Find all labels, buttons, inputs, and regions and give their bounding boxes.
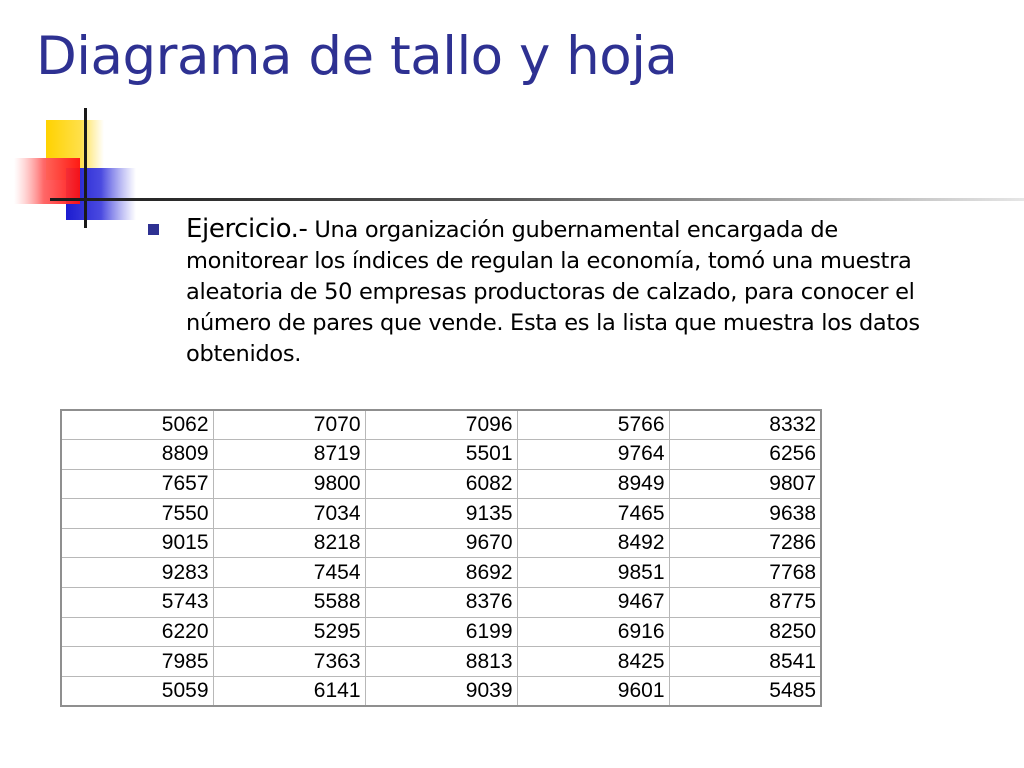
table-cell: 9015 — [61, 528, 213, 558]
table-cell: 8775 — [669, 588, 821, 618]
table-cell: 7034 — [213, 499, 365, 529]
table-cell: 7985 — [61, 647, 213, 677]
exercise-lead: Ejercicio.- — [186, 214, 308, 244]
table-cell: 8541 — [669, 647, 821, 677]
table-cell: 8809 — [61, 440, 213, 470]
exercise-paragraph — [186, 214, 948, 370]
table-cell: 5295 — [213, 617, 365, 647]
table-cell: 7550 — [61, 499, 213, 529]
table-cell: 5501 — [365, 440, 517, 470]
table-cell: 6082 — [365, 469, 517, 499]
table-row — [61, 528, 821, 558]
table-cell: 7070 — [213, 410, 365, 440]
table-cell: 8425 — [517, 647, 669, 677]
table-cell: 8949 — [517, 469, 669, 499]
table-cell: 9601 — [517, 676, 669, 706]
table-cell: 5743 — [61, 588, 213, 618]
table-cell: 9807 — [669, 469, 821, 499]
table-cell: 7363 — [213, 647, 365, 677]
table-cell: 6141 — [213, 676, 365, 706]
table-cell: 8332 — [669, 410, 821, 440]
table-cell: 9800 — [213, 469, 365, 499]
table-row — [61, 647, 821, 677]
table-cell: 9638 — [669, 499, 821, 529]
table-cell: 9467 — [517, 588, 669, 618]
table-cell: 7657 — [61, 469, 213, 499]
data-table — [60, 409, 822, 707]
table-row — [61, 588, 821, 618]
table-cell: 9670 — [365, 528, 517, 558]
horizontal-rule-shape — [50, 198, 1024, 201]
table-cell: 8692 — [365, 558, 517, 588]
table-cell: 7768 — [669, 558, 821, 588]
table-cell: 5062 — [61, 410, 213, 440]
table-cell: 5485 — [669, 676, 821, 706]
table-cell: 8250 — [669, 617, 821, 647]
table-cell: 9039 — [365, 676, 517, 706]
table-cell: 9764 — [517, 440, 669, 470]
data-table-body — [61, 410, 821, 706]
table-row — [61, 617, 821, 647]
table-cell: 8492 — [517, 528, 669, 558]
table-cell: 9135 — [365, 499, 517, 529]
table-row — [61, 676, 821, 706]
exercise-text: Una organización gubernamental encargada de monitorear los índices de regulan la economía, tomó una muestra aleatoria de 50 empresas productoras de calzado, para conocer el número de pares que vende. Esta es la lista que muestra los datos obtenidos. — [186, 217, 920, 367]
table-row — [61, 410, 821, 440]
slide-title: Diagrama de tallo y hoja — [36, 26, 678, 87]
red-square-shape — [14, 158, 80, 204]
table-row — [61, 499, 821, 529]
table-cell: 5766 — [517, 410, 669, 440]
table-cell: 7454 — [213, 558, 365, 588]
table-cell: 7096 — [365, 410, 517, 440]
table-cell: 8813 — [365, 647, 517, 677]
table-cell: 9851 — [517, 558, 669, 588]
table-row — [61, 469, 821, 499]
table-cell: 9283 — [61, 558, 213, 588]
table-row — [61, 440, 821, 470]
table-cell: 5059 — [61, 676, 213, 706]
table-cell: 8719 — [213, 440, 365, 470]
table-cell: 6916 — [517, 617, 669, 647]
table-cell: 7465 — [517, 499, 669, 529]
table-cell: 6220 — [61, 617, 213, 647]
table-cell: 8218 — [213, 528, 365, 558]
bullet-square-icon — [148, 224, 159, 235]
table-cell: 6256 — [669, 440, 821, 470]
table-cell: 8376 — [365, 588, 517, 618]
bullet-block — [148, 214, 948, 370]
table-cell: 7286 — [669, 528, 821, 558]
table-cell: 6199 — [365, 617, 517, 647]
table-cell: 5588 — [213, 588, 365, 618]
vertical-line-shape — [84, 108, 87, 228]
table-row — [61, 558, 821, 588]
